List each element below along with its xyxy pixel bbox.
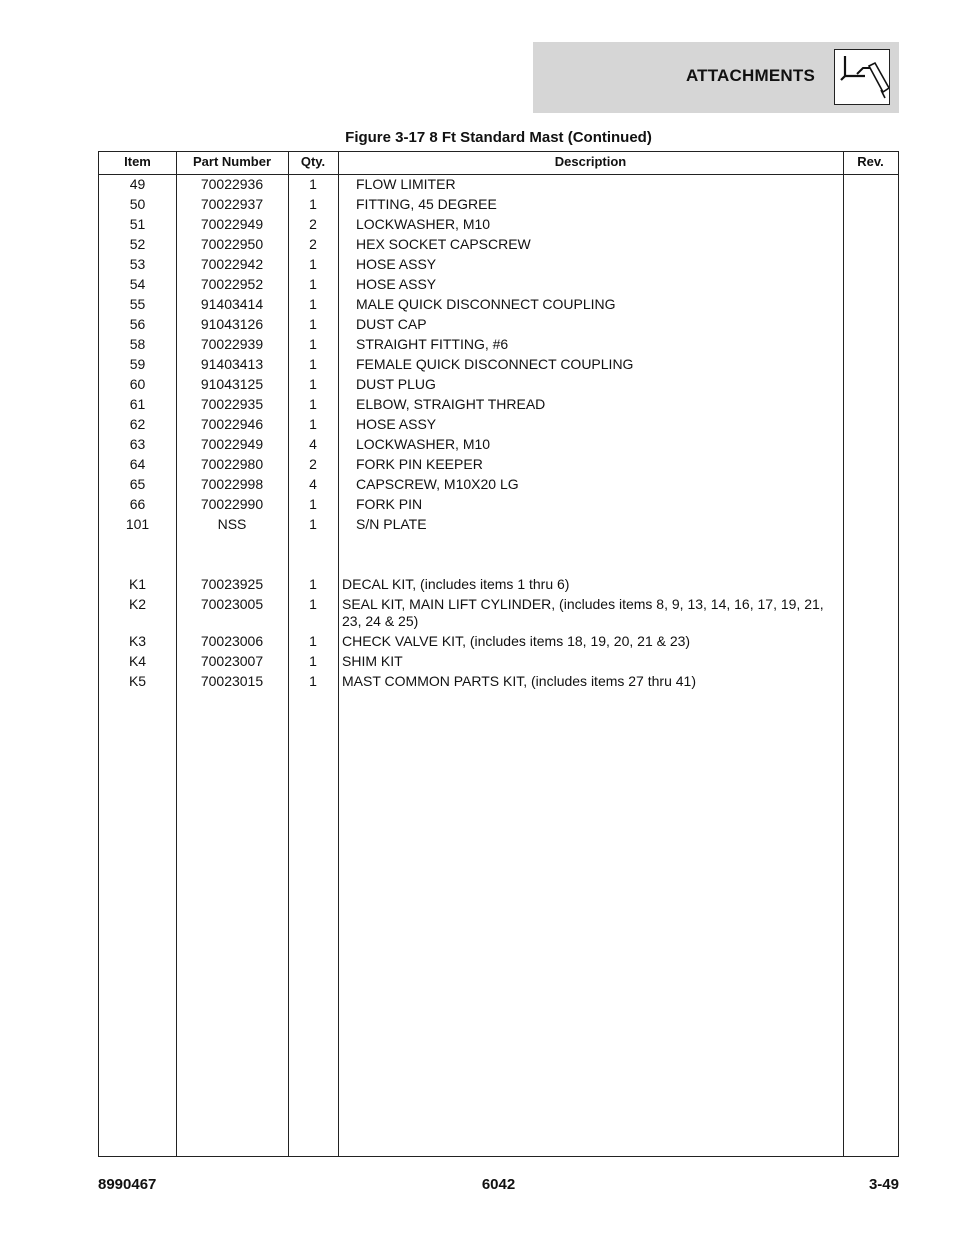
row-description: FORK PIN <box>356 496 423 512</box>
header-qty: Qty. <box>300 154 326 169</box>
row-description: FITTING, 45 DEGREE <box>356 196 497 212</box>
row-description: HOSE ASSY <box>356 256 437 272</box>
row-item: 56 <box>129 316 146 332</box>
row-part-number: 70022935 <box>200 396 264 412</box>
row-qty: 1 <box>309 316 317 332</box>
row-qty: 4 <box>309 476 317 492</box>
row-qty: 1 <box>309 633 317 649</box>
row-qty: 2 <box>309 456 317 472</box>
row-qty: 1 <box>309 336 317 352</box>
row-part-number: 70022998 <box>200 476 264 492</box>
row-qty: 1 <box>309 416 317 432</box>
row-part-number: 70022952 <box>200 276 264 292</box>
row-item: 53 <box>129 256 146 272</box>
footer-page-number: 3-49 <box>868 1176 899 1193</box>
row-item: 51 <box>129 216 146 232</box>
row-description: ELBOW, STRAIGHT THREAD <box>356 396 546 412</box>
row-qty: 1 <box>309 176 317 192</box>
row-qty: 4 <box>309 436 317 452</box>
table-row <box>99 671 898 691</box>
row-qty: 1 <box>309 576 317 592</box>
footer-doc-number: 8990467 <box>98 1176 157 1193</box>
row-qty: 1 <box>309 376 317 392</box>
table-row <box>99 234 898 254</box>
table-row <box>99 574 898 594</box>
row-item: 55 <box>129 296 146 312</box>
row-item: 64 <box>129 456 146 472</box>
row-description: DUST PLUG <box>356 376 436 392</box>
row-description: LOCKWASHER, M10 <box>356 216 491 232</box>
row-description: DECAL KIT, (includes items 1 thru 6) <box>342 576 570 592</box>
row-item: 62 <box>129 416 146 432</box>
table-row <box>99 494 898 514</box>
row-part-number: 91403414 <box>200 296 264 312</box>
row-qty: 1 <box>309 276 317 292</box>
row-qty: 1 <box>309 296 317 312</box>
row-item: K2 <box>128 596 147 612</box>
row-part-number: 70023015 <box>200 673 264 689</box>
row-item: 61 <box>129 396 146 412</box>
header-item: Item <box>124 154 151 169</box>
row-description: CAPSCREW, M10X20 LG <box>356 476 519 492</box>
row-description: FORK PIN KEEPER <box>356 456 483 472</box>
row-item: K4 <box>128 653 147 669</box>
row-item: 58 <box>129 336 146 352</box>
row-description: S/N PLATE <box>356 516 427 532</box>
row-part-number: 70022939 <box>200 336 264 352</box>
row-part-number: 91043125 <box>200 376 264 392</box>
row-item: 65 <box>129 476 146 492</box>
row-part-number: NSS <box>217 516 247 532</box>
parts-table <box>98 151 899 1157</box>
table-row <box>99 651 898 671</box>
row-description: DUST CAP <box>356 316 427 332</box>
row-item: 59 <box>129 356 146 372</box>
row-item: 49 <box>129 176 146 192</box>
row-description: SHIM KIT <box>342 653 403 669</box>
row-qty: 1 <box>309 596 317 612</box>
row-item: 52 <box>129 236 146 252</box>
header-description: Description <box>554 154 627 169</box>
table-row <box>99 294 898 314</box>
row-part-number: 70023005 <box>200 596 264 612</box>
row-description: FEMALE QUICK DISCONNECT COUPLING <box>356 356 634 372</box>
table-row <box>99 334 898 354</box>
row-description: HOSE ASSY <box>356 276 437 292</box>
section-title: ATTACHMENTS <box>685 66 815 85</box>
row-description: MAST COMMON PARTS KIT, (includes items 27 thru 41) <box>342 673 696 689</box>
table-row <box>99 594 898 631</box>
table-row <box>99 434 898 454</box>
row-description: CHECK VALVE KIT, (includes items 18, 19, 20, 21 & 23) <box>342 633 691 649</box>
table-row <box>99 214 898 234</box>
figure-title: Figure 3-17 8 Ft Standard Mast (Continued) <box>345 129 652 146</box>
section-header <box>533 42 899 113</box>
row-part-number: 70023007 <box>200 653 264 669</box>
row-qty: 1 <box>309 396 317 412</box>
row-item: K1 <box>128 576 147 592</box>
table-row <box>99 631 898 651</box>
row-part-number: 70022990 <box>200 496 264 512</box>
row-qty: 2 <box>309 216 317 232</box>
row-item: K5 <box>128 673 147 689</box>
row-description: MALE QUICK DISCONNECT COUPLING <box>356 296 616 312</box>
row-part-number: 70022950 <box>200 236 264 252</box>
row-qty: 1 <box>309 256 317 272</box>
row-qty: 1 <box>309 196 317 212</box>
attachment-tool-icon <box>834 49 890 105</box>
row-description: STRAIGHT FITTING, #6 <box>356 336 509 352</box>
row-part-number: 70023006 <box>200 633 264 649</box>
row-description: HOSE ASSY <box>356 416 437 432</box>
row-qty: 1 <box>309 653 317 669</box>
row-part-number: 70022949 <box>200 436 264 452</box>
table-row <box>99 474 898 494</box>
row-item: 54 <box>129 276 146 292</box>
row-part-number: 70023925 <box>200 576 264 592</box>
table-row <box>99 314 898 334</box>
row-description: SEAL KIT, MAIN LIFT CYLINDER, (includes items 8, 9, 13, 14, 16, 17, 19, 21, 23, 24 & 25) <box>342 596 824 629</box>
footer-model: 6042 <box>481 1176 516 1193</box>
row-part-number: 70022937 <box>200 196 264 212</box>
row-qty: 2 <box>309 236 317 252</box>
row-qty: 1 <box>309 516 317 532</box>
header-rev: Rev. <box>857 154 884 169</box>
row-qty: 1 <box>309 356 317 372</box>
table-row <box>99 174 898 194</box>
row-qty: 1 <box>309 673 317 689</box>
table-row <box>99 254 898 274</box>
row-part-number: 91043126 <box>200 316 264 332</box>
row-item: K3 <box>128 633 147 649</box>
row-item: 60 <box>129 376 146 392</box>
row-item: 66 <box>129 496 146 512</box>
row-description: LOCKWASHER, M10 <box>356 436 491 452</box>
table-row <box>99 374 898 394</box>
header-part-number: Part Number <box>192 154 272 169</box>
table-row <box>99 414 898 434</box>
row-item: 63 <box>129 436 146 452</box>
table-row <box>99 274 898 294</box>
table-row <box>99 394 898 414</box>
row-part-number: 91403413 <box>200 356 264 372</box>
row-qty: 1 <box>309 496 317 512</box>
row-part-number: 70022980 <box>200 456 264 472</box>
row-part-number: 70022946 <box>200 416 264 432</box>
table-row <box>99 514 898 534</box>
table-body <box>99 174 898 691</box>
table-row <box>99 454 898 474</box>
row-part-number: 70022936 <box>200 176 264 192</box>
row-description: HEX SOCKET CAPSCREW <box>356 236 531 252</box>
table-row <box>99 354 898 374</box>
table-row <box>99 194 898 214</box>
row-item: 50 <box>129 196 146 212</box>
row-description: FLOW LIMITER <box>356 176 456 192</box>
row-part-number: 70022942 <box>200 256 264 272</box>
row-part-number: 70022949 <box>200 216 264 232</box>
row-item: 101 <box>125 516 150 532</box>
